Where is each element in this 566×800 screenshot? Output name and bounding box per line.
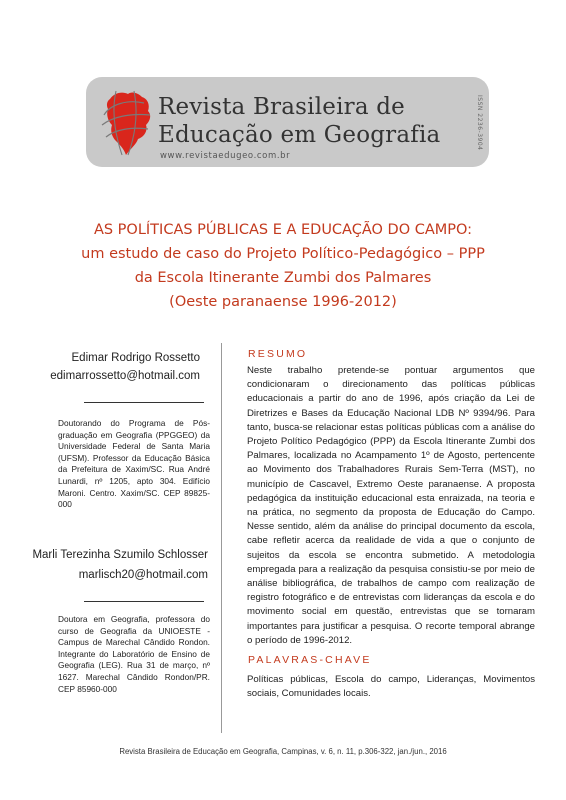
article-title	[40, 218, 526, 314]
article-title-line: AS POLÍTICAS PÚBLICAS E A EDUCAÇÃO DO CAMPO:	[93, 222, 473, 238]
author-affiliation-note: Doutorando do Programa de Pós-graduação em Geografia (PPGGEO) da Universidade Federal de Santa Maria (UFSM). Professor da Educação Básica da Prefeitura de Xaxim/SC. Rua André Lunardi, nº 1205, apto 304. Edifício Maroni. Centro. Xaxim/SC. CEP 89825-000	[58, 418, 210, 510]
author-divider	[84, 402, 204, 403]
article-title-line: da Escola Itinerante Zumbi dos Palmares	[134, 270, 432, 286]
abstract-text: Neste trabalho pretende-se pontuar argumentos que condicionaram o direcionamento das políticas públicas educacionais a partir do ano de 1996, após criação da Lei de Diretrizes e Bases da Educação Nacional LDB Nº 9394/96. Para tanto, busca-se relacionar estas políticas públicas com a análise do Projeto Político Pedagógico (PPP) da Escola Itinerante Zumbi dos Palmares, localizada no Acampamento 1º de Agosto, pertencente ao Movimento dos Trabalhadores Rurais Sem-Terra (MST), no município de Cascavel, Extremo Oeste paranaense. A proposta pedagógica da instituição educacional esta enraizada, na teoria e na prática, no segmento da proposta de Educação do Campo. Nesse sentido, além da análise do principal documento da escola, cabe refletir acerca da realidade de vida a que o conjunto de sujeitos da escola se encontra submetido. A metodologia empregada para a realização da pesquisa consistiu-se por meio de análise bibliográfica, de trabalhos de campo com realização de registro fotográfico e de entrevistas com lideranças da escola e do movimento social em questão, entrevistas que se tornaram importantes para justificar a pesquisa. O recorte temporal abrange o período de 1996-2012.	[247, 365, 535, 646]
author-affiliation-note: Doutora em Geografia, professora do curso de Geografia da UNIOESTE - Campus de Marechal Cândido Rondon. Integrante do Laboratório de Ensino de Geografia (LEG). Rua 31 de março, nº 1627. Marechal Cândido Rondon/PR. CEP 85960-000	[58, 614, 210, 694]
brazil-map-logo-icon	[96, 85, 154, 159]
author-divider	[84, 601, 204, 602]
article-title-line: um estudo de caso do Projeto Político-Pedagógico – PPP	[81, 246, 485, 262]
author-name: Marli Terezinha Szumilo Schlosser	[32, 549, 208, 561]
article-title-line: (Oeste paranaense 1996-2012)	[169, 294, 397, 310]
issn-label: ISSN 2236-3904	[476, 95, 483, 151]
author-email-link[interactable]: marlisch20@hotmail.com	[78, 569, 208, 581]
column-divider	[221, 343, 222, 733]
journal-title: Revista Brasileira de Educação em Geografia	[158, 94, 441, 148]
journal-url-link[interactable]: www.revistaedugeo.com.br	[160, 151, 291, 161]
journal-header-banner	[86, 77, 489, 167]
keywords-heading: PALAVRAS-CHAVE	[248, 654, 372, 666]
abstract-heading: RESUMO	[248, 348, 308, 360]
citation-footer: Revista Brasileira de Educação em Geografia, Campinas, v. 6, n. 11, p.306-322, jan./jun., 2016	[119, 747, 447, 756]
author-email-link[interactable]: edimarrossetto@hotmail.com	[50, 370, 200, 382]
author-name: Edimar Rodrigo Rossetto	[71, 352, 200, 364]
keywords-text: Políticas públicas, Escola do campo, Lideranças, Movimentos sociais, Comunidades locais.	[247, 674, 535, 700]
